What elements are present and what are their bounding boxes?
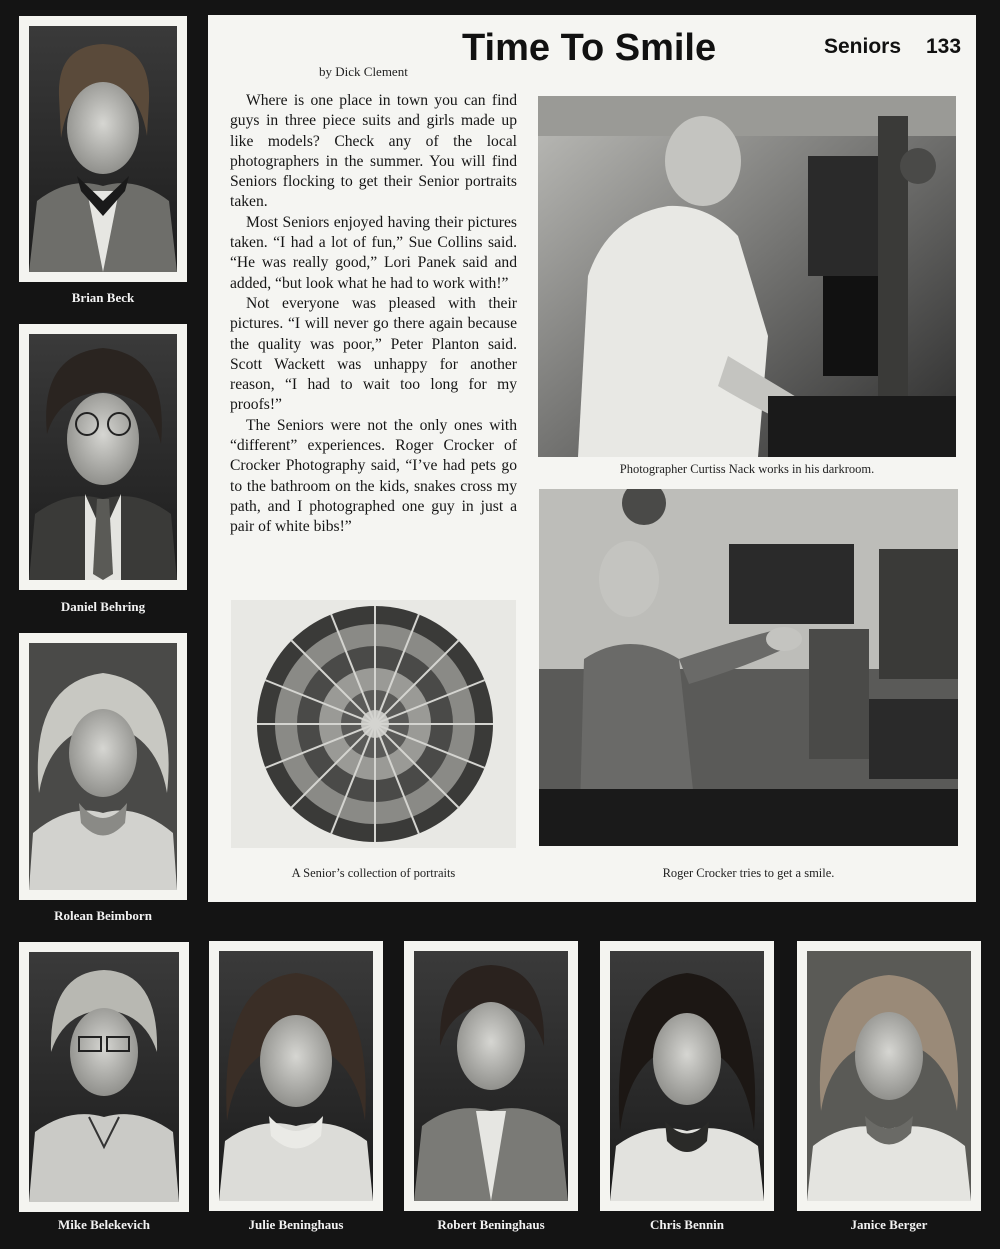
article-paragraph: The Seniors were not the only ones with “different” experiences. Roger Crocker of Crocker Photography said, “I’ve had pets go to the bathroom on the kids, snakes cross my path, and I photographed one guy in just a pair of white bibs!” [230,416,517,536]
section-label: Seniors [824,35,902,58]
collection-caption: A Senior’s collection of portraits [291,866,456,880]
page-number: 133 [926,35,962,58]
article-byline: by Dick Clement [319,64,408,79]
portrait-photo [414,951,568,1201]
darkroom-photo [538,96,956,457]
portrait-name: Chris Bennin [649,1217,725,1232]
portrait-card-brian-beck [19,16,187,282]
portrait-photo [29,26,177,272]
article-paragraph: Not everyone was pleased with their pictures. “I will never go there again because the quality was poor,” Peter Planton said. Scott Wackett was unhappy for another reason, “I had to wait too long for my proofs!” [230,294,517,414]
crocker-caption: Roger Crocker tries to get a smile. [662,866,835,880]
article-panel [208,15,976,902]
portrait-photo [807,951,971,1201]
portrait-card-chris-bennin [600,941,774,1211]
portrait-name: Mike Belekevich [57,1217,151,1232]
article-paragraph: Most Seniors enjoyed having their pictures taken. “I had a lot of fun,” Sue Collins said. “He was really good,” Lori Panek said and added, “but look what he had to work with!” [230,213,517,292]
portrait-name: Daniel Behring [60,599,146,614]
portrait-photo [29,643,177,890]
portrait-photo [29,952,179,1202]
crocker-photo [539,489,958,846]
portrait-name: Robert Beninghaus [437,1217,545,1232]
portrait-card-rolean-beimborn [19,633,187,900]
article-title: Time To Smile [462,27,717,69]
portrait-name: Rolean Beimborn [54,908,152,923]
article-paragraph: Where is one place in town you can find guys in three piece suits and girls made up like models? Check any of the local photographers in the summer. You will find Seniors flocking to get their Senior portraits taken. [230,92,517,211]
article-body [230,91,517,538]
portrait-card-daniel-behring [19,324,187,590]
portrait-card-julie-beninghaus [209,941,383,1211]
portrait-card-robert-beninghaus [404,941,578,1211]
portrait-photo [610,951,764,1201]
portrait-name: Janice Berger [850,1217,928,1232]
portrait-card-janice-berger [797,941,981,1211]
portrait-collection-photo [231,600,516,848]
portrait-name: Brian Beck [71,290,135,305]
portrait-photo [29,334,177,580]
portrait-card-mike-belekevich [19,942,189,1212]
darkroom-caption: Photographer Curtiss Nack works in his darkroom. [619,462,875,476]
portrait-photo [219,951,373,1201]
portrait-name: Julie Beninghaus [248,1217,344,1232]
